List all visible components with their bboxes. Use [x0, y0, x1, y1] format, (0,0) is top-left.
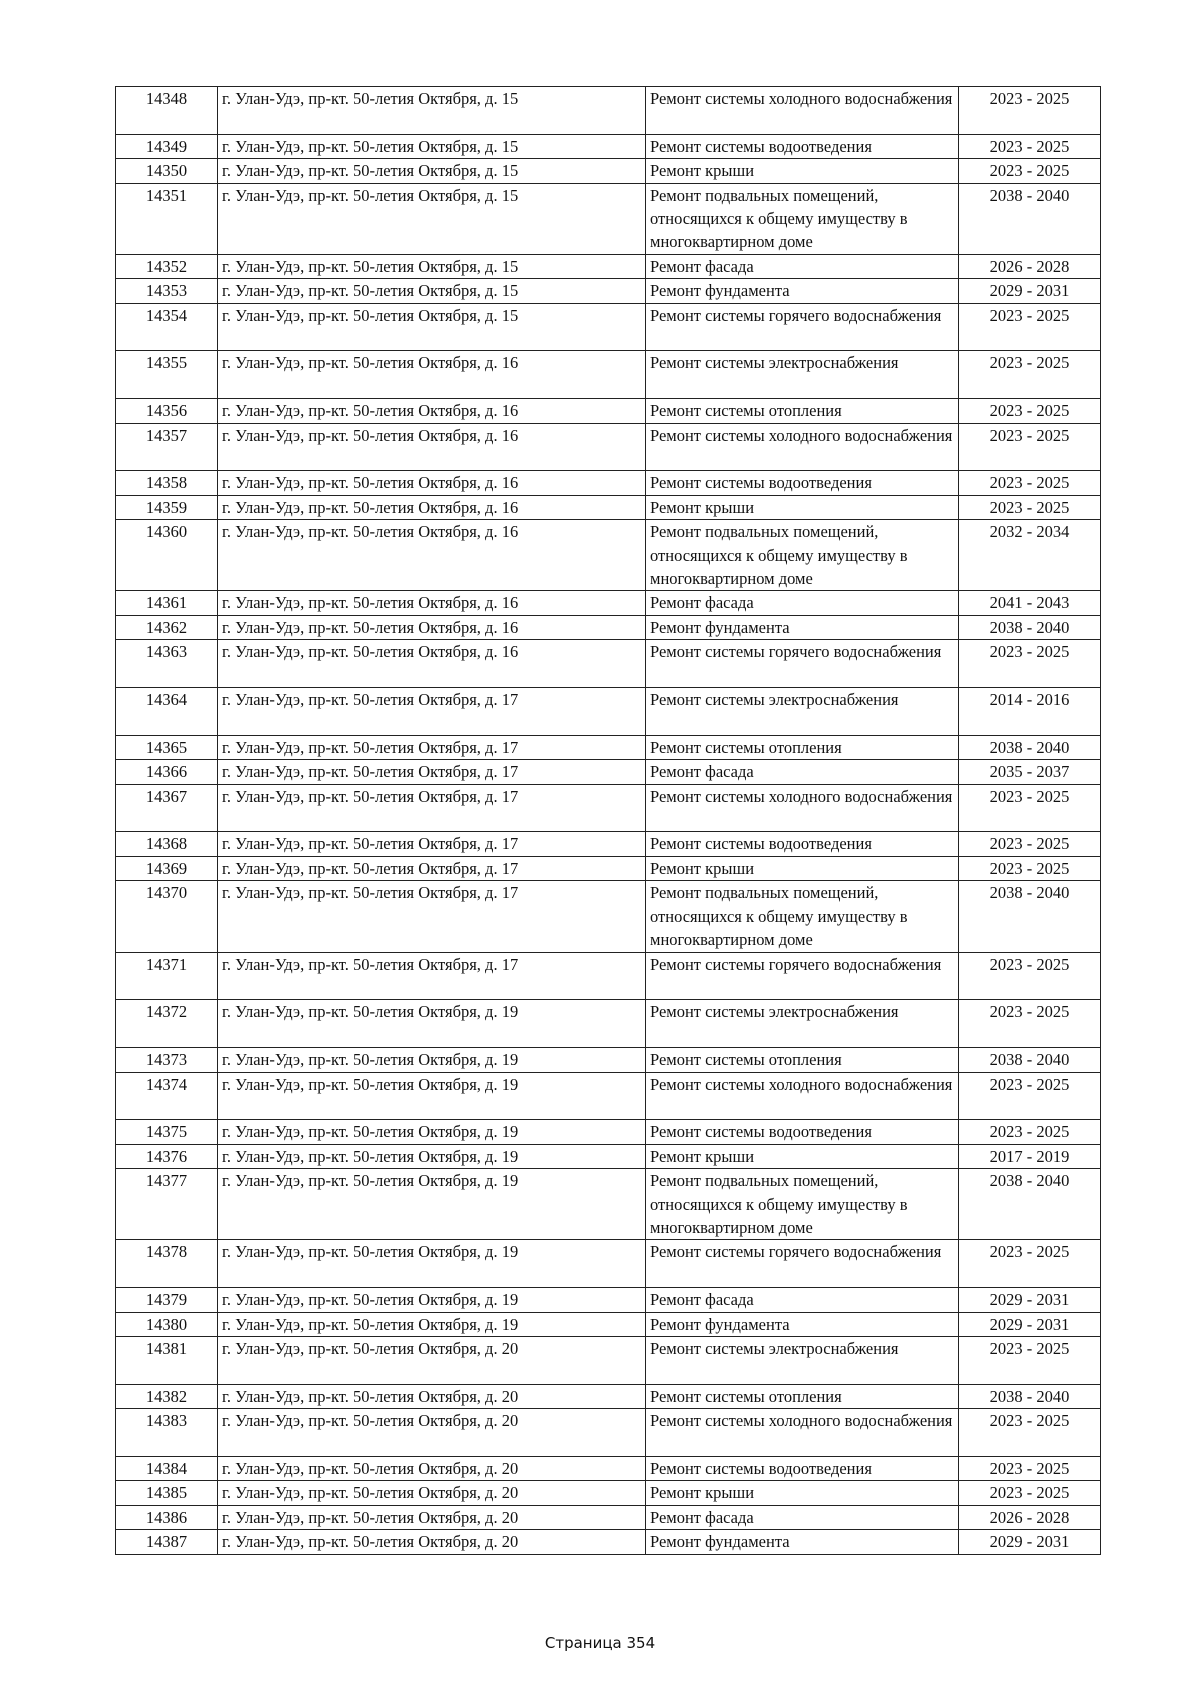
period-cell: 2023 - 2025 [959, 1456, 1101, 1480]
table-row [116, 881, 1101, 952]
period-cell: 2038 - 2040 [959, 615, 1101, 639]
work-type-cell: Ремонт системы горячего водоснабжения [646, 952, 959, 1000]
row-number-cell: 14368 [116, 832, 218, 856]
row-number-cell: 14364 [116, 688, 218, 736]
address-cell: г. Улан-Удэ, пр-кт. 50-летия Октября, д. 16 [218, 520, 646, 591]
work-type-cell: Ремонт системы холодного водоснабжения [646, 784, 959, 832]
period-cell: 2035 - 2037 [959, 760, 1101, 784]
work-type-cell: Ремонт системы отопления [646, 735, 959, 759]
address-cell: г. Улан-Удэ, пр-кт. 50-летия Октября, д. 19 [218, 1240, 646, 1288]
work-type-cell: Ремонт подвальных помещений, относящихся к общему имуществу в многоквартирном доме [646, 520, 959, 591]
address-cell: г. Улан-Удэ, пр-кт. 50-летия Октября, д. 20 [218, 1336, 646, 1384]
period-cell: 2038 - 2040 [959, 1169, 1101, 1240]
address-cell: г. Улан-Удэ, пр-кт. 50-летия Октября, д. 16 [218, 399, 646, 423]
address-cell: г. Улан-Удэ, пр-кт. 50-летия Октября, д. 17 [218, 952, 646, 1000]
table-row [116, 159, 1101, 183]
work-type-cell: Ремонт системы водоотведения [646, 832, 959, 856]
table-row [116, 1312, 1101, 1336]
address-cell: г. Улан-Удэ, пр-кт. 50-летия Октября, д. 17 [218, 735, 646, 759]
period-cell: 2026 - 2028 [959, 1505, 1101, 1529]
address-cell: г. Улан-Удэ, пр-кт. 50-летия Октября, д. 15 [218, 183, 646, 254]
address-cell: г. Улан-Удэ, пр-кт. 50-летия Октября, д. 17 [218, 881, 646, 952]
row-number-cell: 14383 [116, 1409, 218, 1457]
table-row [116, 1456, 1101, 1480]
row-number-cell: 14349 [116, 134, 218, 158]
table-row [116, 735, 1101, 759]
table-row [116, 303, 1101, 351]
work-type-cell: Ремонт крыши [646, 159, 959, 183]
table-row [116, 688, 1101, 736]
work-type-cell: Ремонт системы электроснабжения [646, 1336, 959, 1384]
work-type-cell: Ремонт системы отопления [646, 399, 959, 423]
work-type-cell: Ремонт системы электроснабжения [646, 688, 959, 736]
row-number-cell: 14372 [116, 1000, 218, 1048]
period-cell: 2023 - 2025 [959, 832, 1101, 856]
work-type-cell: Ремонт крыши [646, 856, 959, 880]
period-cell: 2038 - 2040 [959, 735, 1101, 759]
period-cell: 2038 - 2040 [959, 1048, 1101, 1072]
repair-schedule-table [115, 86, 1101, 1555]
work-type-cell: Ремонт системы электроснабжения [646, 351, 959, 399]
work-type-cell: Ремонт фундамента [646, 1312, 959, 1336]
period-cell: 2023 - 2025 [959, 1120, 1101, 1144]
row-number-cell: 14370 [116, 881, 218, 952]
work-type-cell: Ремонт фасада [646, 1505, 959, 1529]
address-cell: г. Улан-Удэ, пр-кт. 50-летия Октября, д. 17 [218, 832, 646, 856]
address-cell: г. Улан-Удэ, пр-кт. 50-летия Октября, д. 15 [218, 159, 646, 183]
table-row [116, 615, 1101, 639]
period-cell: 2023 - 2025 [959, 351, 1101, 399]
period-cell: 2023 - 2025 [959, 784, 1101, 832]
address-cell: г. Улан-Удэ, пр-кт. 50-летия Октября, д. 20 [218, 1456, 646, 1480]
table-row [116, 134, 1101, 158]
table-row [116, 760, 1101, 784]
period-cell: 2023 - 2025 [959, 1072, 1101, 1120]
period-cell: 2023 - 2025 [959, 1481, 1101, 1505]
row-number-cell: 14355 [116, 351, 218, 399]
period-cell: 2023 - 2025 [959, 495, 1101, 519]
work-type-cell: Ремонт системы водоотведения [646, 1456, 959, 1480]
row-number-cell: 14367 [116, 784, 218, 832]
address-cell: г. Улан-Удэ, пр-кт. 50-летия Октября, д. 20 [218, 1505, 646, 1529]
table-row [116, 856, 1101, 880]
table-row [116, 1384, 1101, 1408]
address-cell: г. Улан-Удэ, пр-кт. 50-летия Октября, д. 19 [218, 1072, 646, 1120]
row-number-cell: 14382 [116, 1384, 218, 1408]
table-row [116, 254, 1101, 278]
work-type-cell: Ремонт системы водоотведения [646, 471, 959, 495]
row-number-cell: 14374 [116, 1072, 218, 1120]
address-cell: г. Улан-Удэ, пр-кт. 50-летия Октября, д. 17 [218, 856, 646, 880]
table-row [116, 784, 1101, 832]
work-type-cell: Ремонт подвальных помещений, относящихся к общему имуществу в многоквартирном доме [646, 1169, 959, 1240]
address-cell: г. Улан-Удэ, пр-кт. 50-летия Октября, д. 19 [218, 1000, 646, 1048]
table-row [116, 1240, 1101, 1288]
address-cell: г. Улан-Удэ, пр-кт. 50-летия Октября, д. 17 [218, 760, 646, 784]
row-number-cell: 14381 [116, 1336, 218, 1384]
period-cell: 2038 - 2040 [959, 1384, 1101, 1408]
row-number-cell: 14386 [116, 1505, 218, 1529]
period-cell: 2038 - 2040 [959, 881, 1101, 952]
address-cell: г. Улан-Удэ, пр-кт. 50-летия Октября, д. 16 [218, 423, 646, 471]
row-number-cell: 14376 [116, 1144, 218, 1168]
work-type-cell: Ремонт крыши [646, 1144, 959, 1168]
work-type-cell: Ремонт фасада [646, 760, 959, 784]
period-cell: 2032 - 2034 [959, 520, 1101, 591]
period-cell: 2023 - 2025 [959, 1336, 1101, 1384]
table-row [116, 1000, 1101, 1048]
address-cell: г. Улан-Удэ, пр-кт. 50-летия Октября, д. 19 [218, 1169, 646, 1240]
work-type-cell: Ремонт фундамента [646, 1530, 959, 1554]
row-number-cell: 14375 [116, 1120, 218, 1144]
period-cell: 2023 - 2025 [959, 1240, 1101, 1288]
table-row [116, 183, 1101, 254]
work-type-cell: Ремонт системы холодного водоснабжения [646, 1409, 959, 1457]
work-type-cell: Ремонт фасада [646, 591, 959, 615]
address-cell: г. Улан-Удэ, пр-кт. 50-летия Октября, д. 20 [218, 1481, 646, 1505]
table-row [116, 1120, 1101, 1144]
work-type-cell: Ремонт системы горячего водоснабжения [646, 303, 959, 351]
row-number-cell: 14354 [116, 303, 218, 351]
row-number-cell: 14362 [116, 615, 218, 639]
row-number-cell: 14360 [116, 520, 218, 591]
table-row [116, 1336, 1101, 1384]
row-number-cell: 14351 [116, 183, 218, 254]
work-type-cell: Ремонт системы отопления [646, 1048, 959, 1072]
table-row [116, 1409, 1101, 1457]
address-cell: г. Улан-Удэ, пр-кт. 50-летия Октября, д. 19 [218, 1120, 646, 1144]
table-row [116, 1169, 1101, 1240]
table-row [116, 495, 1101, 519]
period-cell: 2029 - 2031 [959, 1288, 1101, 1312]
address-cell: г. Улан-Удэ, пр-кт. 50-летия Октября, д. 19 [218, 1312, 646, 1336]
row-number-cell: 14366 [116, 760, 218, 784]
table-row [116, 640, 1101, 688]
period-cell: 2041 - 2043 [959, 591, 1101, 615]
address-cell: г. Улан-Удэ, пр-кт. 50-летия Октября, д. 16 [218, 495, 646, 519]
work-type-cell: Ремонт подвальных помещений, относящихся к общему имуществу в многоквартирном доме [646, 881, 959, 952]
table-row [116, 423, 1101, 471]
row-number-cell: 14385 [116, 1481, 218, 1505]
table-row [116, 520, 1101, 591]
table-row [116, 1288, 1101, 1312]
work-type-cell: Ремонт системы холодного водоснабжения [646, 87, 959, 135]
address-cell: г. Улан-Удэ, пр-кт. 50-летия Октября, д. 20 [218, 1530, 646, 1554]
table-row [116, 279, 1101, 303]
address-cell: г. Улан-Удэ, пр-кт. 50-летия Октября, д. 15 [218, 87, 646, 135]
address-cell: г. Улан-Удэ, пр-кт. 50-летия Октября, д. 19 [218, 1144, 646, 1168]
table-row [116, 399, 1101, 423]
work-type-cell: Ремонт системы водоотведения [646, 1120, 959, 1144]
address-cell: г. Улан-Удэ, пр-кт. 50-летия Октября, д. 16 [218, 591, 646, 615]
table-row [116, 1505, 1101, 1529]
period-cell: 2029 - 2031 [959, 1530, 1101, 1554]
table-row [116, 471, 1101, 495]
table-body [116, 87, 1101, 1555]
table-row [116, 1530, 1101, 1554]
period-cell: 2023 - 2025 [959, 1409, 1101, 1457]
period-cell: 2029 - 2031 [959, 1312, 1101, 1336]
row-number-cell: 14378 [116, 1240, 218, 1288]
address-cell: г. Улан-Удэ, пр-кт. 50-летия Октября, д. 15 [218, 134, 646, 158]
period-cell: 2023 - 2025 [959, 856, 1101, 880]
address-cell: г. Улан-Удэ, пр-кт. 50-летия Октября, д. 16 [218, 615, 646, 639]
table-row [116, 1072, 1101, 1120]
period-cell: 2023 - 2025 [959, 423, 1101, 471]
table-row [116, 1481, 1101, 1505]
period-cell: 2023 - 2025 [959, 952, 1101, 1000]
row-number-cell: 14379 [116, 1288, 218, 1312]
row-number-cell: 14384 [116, 1456, 218, 1480]
period-cell: 2023 - 2025 [959, 159, 1101, 183]
address-cell: г. Улан-Удэ, пр-кт. 50-летия Октября, д. 16 [218, 471, 646, 495]
period-cell: 2023 - 2025 [959, 134, 1101, 158]
row-number-cell: 14380 [116, 1312, 218, 1336]
row-number-cell: 14365 [116, 735, 218, 759]
address-cell: г. Улан-Удэ, пр-кт. 50-летия Октября, д. 16 [218, 351, 646, 399]
work-type-cell: Ремонт фасада [646, 1288, 959, 1312]
row-number-cell: 14348 [116, 87, 218, 135]
work-type-cell: Ремонт системы холодного водоснабжения [646, 1072, 959, 1120]
row-number-cell: 14357 [116, 423, 218, 471]
period-cell: 2023 - 2025 [959, 303, 1101, 351]
period-cell: 2023 - 2025 [959, 640, 1101, 688]
period-cell: 2023 - 2025 [959, 399, 1101, 423]
row-number-cell: 14353 [116, 279, 218, 303]
work-type-cell: Ремонт фасада [646, 254, 959, 278]
period-cell: 2023 - 2025 [959, 1000, 1101, 1048]
period-cell: 2026 - 2028 [959, 254, 1101, 278]
period-cell: 2023 - 2025 [959, 87, 1101, 135]
work-type-cell: Ремонт крыши [646, 1481, 959, 1505]
row-number-cell: 14361 [116, 591, 218, 615]
period-cell: 2014 - 2016 [959, 688, 1101, 736]
row-number-cell: 14358 [116, 471, 218, 495]
address-cell: г. Улан-Удэ, пр-кт. 50-летия Октября, д. 15 [218, 279, 646, 303]
address-cell: г. Улан-Удэ, пр-кт. 50-летия Октября, д. 15 [218, 303, 646, 351]
row-number-cell: 14369 [116, 856, 218, 880]
work-type-cell: Ремонт системы холодного водоснабжения [646, 423, 959, 471]
row-number-cell: 14373 [116, 1048, 218, 1072]
address-cell: г. Улан-Удэ, пр-кт. 50-летия Октября, д. 15 [218, 254, 646, 278]
row-number-cell: 14352 [116, 254, 218, 278]
work-type-cell: Ремонт системы отопления [646, 1384, 959, 1408]
period-cell: 2023 - 2025 [959, 471, 1101, 495]
period-cell: 2038 - 2040 [959, 183, 1101, 254]
period-cell: 2029 - 2031 [959, 279, 1101, 303]
address-cell: г. Улан-Удэ, пр-кт. 50-летия Октября, д. 20 [218, 1409, 646, 1457]
table-row [116, 351, 1101, 399]
table-row [116, 952, 1101, 1000]
table-row [116, 1048, 1101, 1072]
table-row [116, 832, 1101, 856]
table-row [116, 591, 1101, 615]
address-cell: г. Улан-Удэ, пр-кт. 50-летия Октября, д. 17 [218, 688, 646, 736]
period-cell: 2017 - 2019 [959, 1144, 1101, 1168]
address-cell: г. Улан-Удэ, пр-кт. 50-летия Октября, д. 17 [218, 784, 646, 832]
address-cell: г. Улан-Удэ, пр-кт. 50-летия Октября, д. 19 [218, 1048, 646, 1072]
row-number-cell: 14371 [116, 952, 218, 1000]
row-number-cell: 14350 [116, 159, 218, 183]
address-cell: г. Улан-Удэ, пр-кт. 50-летия Октября, д. 19 [218, 1288, 646, 1312]
page-number: Страница 354 [544, 1634, 656, 1652]
address-cell: г. Улан-Удэ, пр-кт. 50-летия Октября, д. 16 [218, 640, 646, 688]
work-type-cell: Ремонт системы водоотведения [646, 134, 959, 158]
row-number-cell: 14359 [116, 495, 218, 519]
work-type-cell: Ремонт системы горячего водоснабжения [646, 1240, 959, 1288]
row-number-cell: 14387 [116, 1530, 218, 1554]
work-type-cell: Ремонт крыши [646, 495, 959, 519]
row-number-cell: 14363 [116, 640, 218, 688]
work-type-cell: Ремонт фундамента [646, 615, 959, 639]
work-type-cell: Ремонт фундамента [646, 279, 959, 303]
work-type-cell: Ремонт подвальных помещений, относящихся к общему имуществу в многоквартирном доме [646, 183, 959, 254]
address-cell: г. Улан-Удэ, пр-кт. 50-летия Октября, д. 20 [218, 1384, 646, 1408]
work-type-cell: Ремонт системы электроснабжения [646, 1000, 959, 1048]
table-row [116, 1144, 1101, 1168]
row-number-cell: 14356 [116, 399, 218, 423]
row-number-cell: 14377 [116, 1169, 218, 1240]
table-row [116, 87, 1101, 135]
work-type-cell: Ремонт системы горячего водоснабжения [646, 640, 959, 688]
